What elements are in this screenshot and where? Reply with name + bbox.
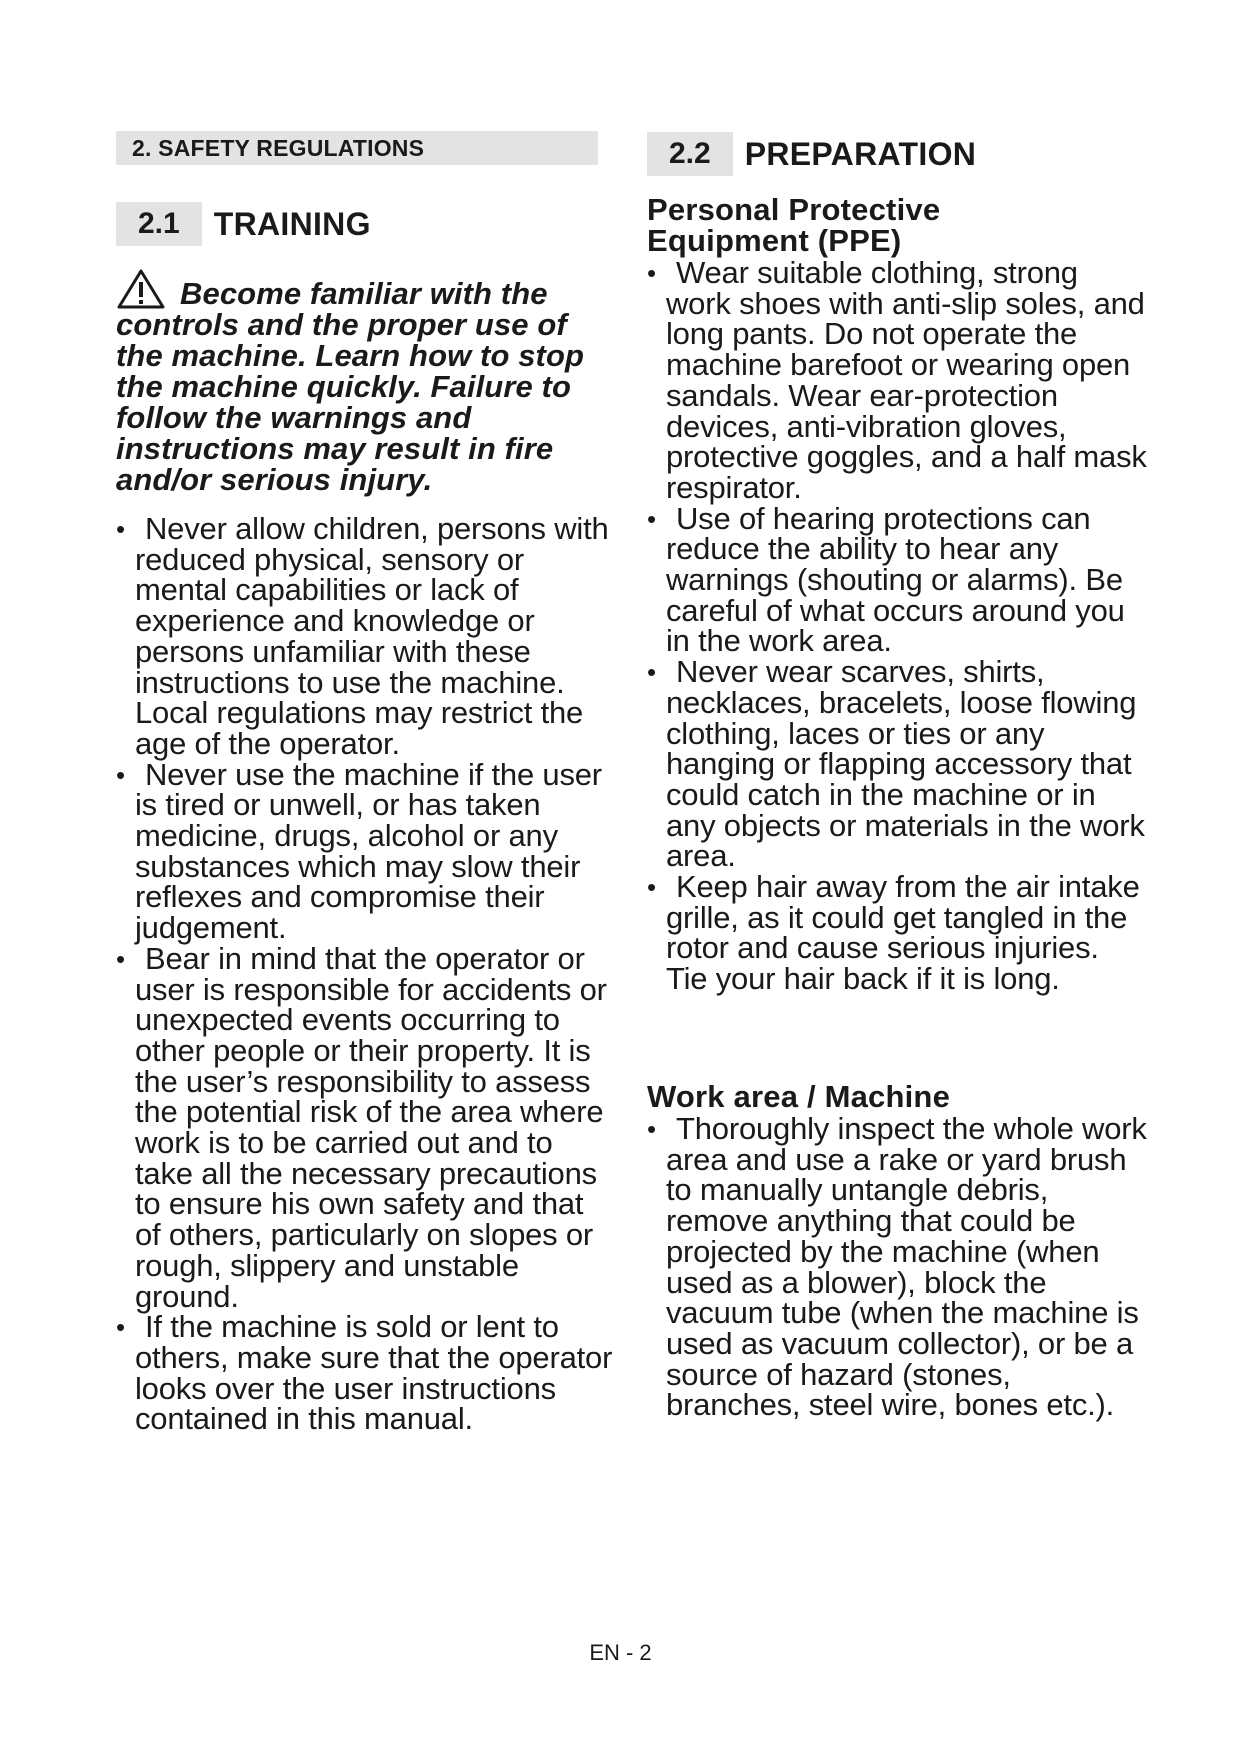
warning-text: Become familiar with the controls and the proper use of the machine. Learn how to stop the machine quickly. Failure to follow the warnings and instructions may result in fire and/or serious injury. [116,276,585,497]
warning-triangle-icon [116,268,166,308]
training-list [116,511,616,1437]
ppe-list [647,255,1147,997]
section-number: 2.2 [647,132,733,176]
warning-statement [116,268,604,495]
bullet-icon: • [116,514,125,544]
section-training-heading [116,202,371,246]
list-item: • Thoroughly inspect the whole work area and use a rake or yard brush to manually untangle debris, remove anything that could be projected by the machine (when used as a blower), block the vacuum tube (when the machine is used as vacuum collector), or be a source of hazard (stones, branches, steel wire, bones etc.). [647,1111,1147,1423]
bullet-icon: • [647,503,656,534]
list-item: • Wear suitable clothing, strong work shoes with anti-slip soles, and long pants. Do not operate the machine barefoot or wearing open sandals. Wear ear-protection devices, anti-vibration gloves, protective goggles, and a half mask respirator. [647,255,1147,505]
section-number: 2.1 [116,202,202,246]
bullet-icon: • [116,943,125,974]
page-number: EN - 2 [589,1640,652,1665]
list-item: • Never wear scarves, shirts, necklaces, bracelets, loose flowing clothing, laces or ties or any hanging or flapping accessory that could catch in the machine or in any objects or materials in the work area. [647,654,1145,874]
bullet-icon: • [647,872,656,903]
work-area-list [647,1111,1147,1423]
chapter-heading: 2. SAFETY REGULATIONS [116,131,598,165]
section-title: TRAINING [213,205,371,242]
section-title: PREPARATION [744,135,977,172]
list-item: • If the machine is sold or lent to others, make sure that the operator looks over the user instructions contained in this manual. [116,1309,613,1437]
list-item: • Never use the machine if the user is tired or unwell, or has taken medicine, drugs, alcohol or any substances which may slow their reflexes and compromise their judgement. [116,756,602,946]
bullet-icon: • [647,657,656,688]
bullet-icon: • [116,1312,125,1343]
bullet-icon: • [647,1114,656,1144]
list-item: • Use of hearing protections can reduce the ability to hear any warnings (shouting or alarms). Be careful of what occurs around you in the work area. [647,500,1125,659]
list-item: • Keep hair away from the air intake grille, as it could get tangled in the rotor and cause serious injuries. Tie your hair back if it is long. [647,869,1140,997]
bullet-icon: • [647,258,656,288]
bullet-icon: • [116,759,125,790]
list-item: • Never allow children, persons with reduced physical, sensory or mental capabilities or lack of experience and knowledge or persons unfamiliar with these instructions to use the machine. Local regulations may restrict the age of the operator. [116,511,609,761]
work-area-heading: Work area / Machine [647,1079,951,1114]
ppe-heading: Personal Protective Equipment (PPE) [647,192,941,258]
list-item: • Bear in mind that the operator or user is responsible for accidents or unexpected events occurring to other people or their property. It is the user’s responsibility to assess the potential risk of the area where work is to be carried out and to take all the necessary precautions to ensure his own safety and that of others, particularly on slopes or rough, slippery and unstable ground. [116,940,607,1314]
section-preparation-heading [647,132,976,176]
